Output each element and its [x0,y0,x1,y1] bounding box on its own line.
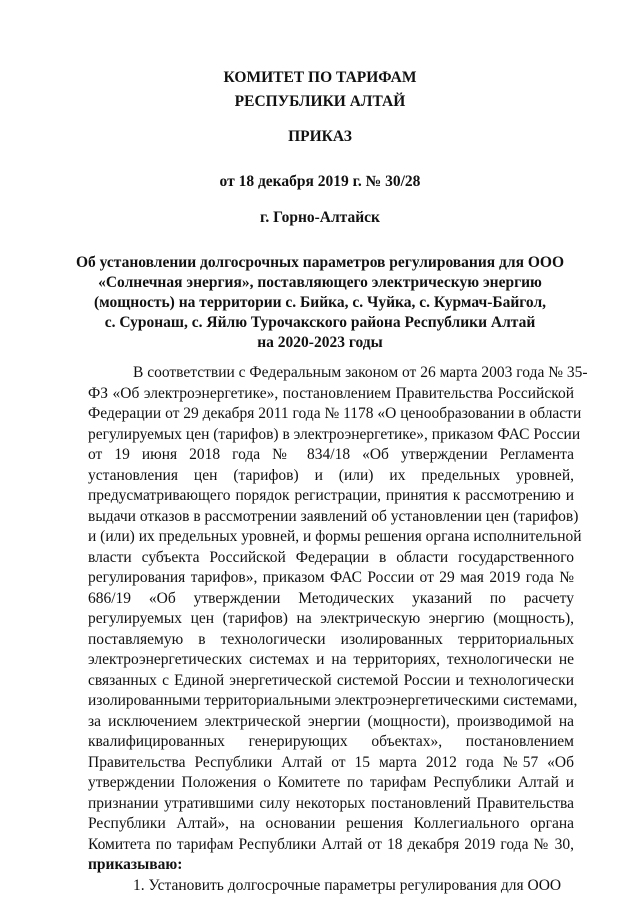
title-line: «Солнечная энергия», поставляющего электрическую энергию [98,274,542,291]
body-line: поставляемую в технологически изолированных территориальных [88,630,574,648]
title-line: на 2020-2023 годы [257,334,383,351]
title-line: (мощность) на территории с. Бийка, с. Чуйка, с. Курмач-Байгол, [93,294,547,311]
body-line: предусматривающего порядок регистрации, принятия к рассмотрению и [88,487,574,504]
body-line: регулируемых цен (тарифов) на электрическую энергию (мощность), [88,610,574,627]
body-line: Федерации от 29 декабря 2011 года № 1178 «О ценообразовании в области [88,405,582,422]
body-line: связанных с Единой энергетической системой России и технологически [88,671,574,689]
order-item-1: 1. Установить долгосрочные параметры регулирования для ООО [133,876,562,894]
body-line: регулирования тарифов», приказом ФАС России от 29 мая 2019 года № [88,569,574,586]
body-line: изолированными территориальными электроэнергетическими системами, [88,692,578,709]
body-line: квалифицированных генерирующих объектах», постановлением [88,733,574,750]
body-line: и (или) их предельных уровней, и формы решения органа исполнительной [88,528,582,545]
body-line: за исключением электрической энергии (мощности), производимой на [88,712,574,730]
body-line: власти субъекта Российской Федерации в области государственного [88,548,574,566]
body-line: выдачи отказов в рассмотрении заявлений об установлении цен (тарифов) [88,507,579,525]
document-type: ПРИКАЗ [288,128,352,145]
body-line: признании утратившими силу некоторых постановлений Правительства [88,794,574,812]
document-title [60,253,580,353]
title-line: Об установлении долгосрочных параметров регулирования для ООО [75,254,565,271]
order-word: приказываю: [88,856,183,873]
body-line: утверждении Положения о Комитете по тарифам Республики Алтай и [88,774,574,791]
body-line: Комитета по тарифам Республики Алтай от 18 декабря 2019 года № 30, [88,835,574,853]
committee-name-line1: КОМИТЕТ ПО ТАРИФАМ [223,69,417,86]
document-body [88,363,588,896]
body-line: от 19 июня 2018 года № 834/18 «Об утверждении Регламента [88,446,574,463]
body-line: ФЗ «Об электроэнергетике», постановлением Правительства Российской [88,384,574,402]
body-line: 686/19 «Об утверждении Методических указаний по расчету [88,589,574,607]
body-line: электроэнергетических системах и на территориях, технологически не [88,651,574,668]
committee-name-line2: РЕСПУБЛИКИ АЛТАЙ [234,93,406,110]
document-date: от 18 декабря 2019 г. № 30/28 [219,173,421,190]
title-line: с. Суронаш, с. Яйлю Турочакского района Республики Алтай [104,314,536,331]
body-line: Правительства Республики Алтай от 15 марта 2012 года №57 «Об [88,753,574,771]
body-line: регулируемых цен (тарифов) в электроэнергетике», приказом ФАС России [88,425,581,443]
body-line: установления цен (тарифов) и (или) их предельных уровней, [88,466,574,484]
body-line: Республики Алтай», на основании решения Коллегиального органа [88,815,574,832]
body-line: В соответствии с Федеральным законом от 26 марта 2003 года № 35- [133,364,588,381]
document-city: г. Горно-Алтайск [260,209,380,226]
